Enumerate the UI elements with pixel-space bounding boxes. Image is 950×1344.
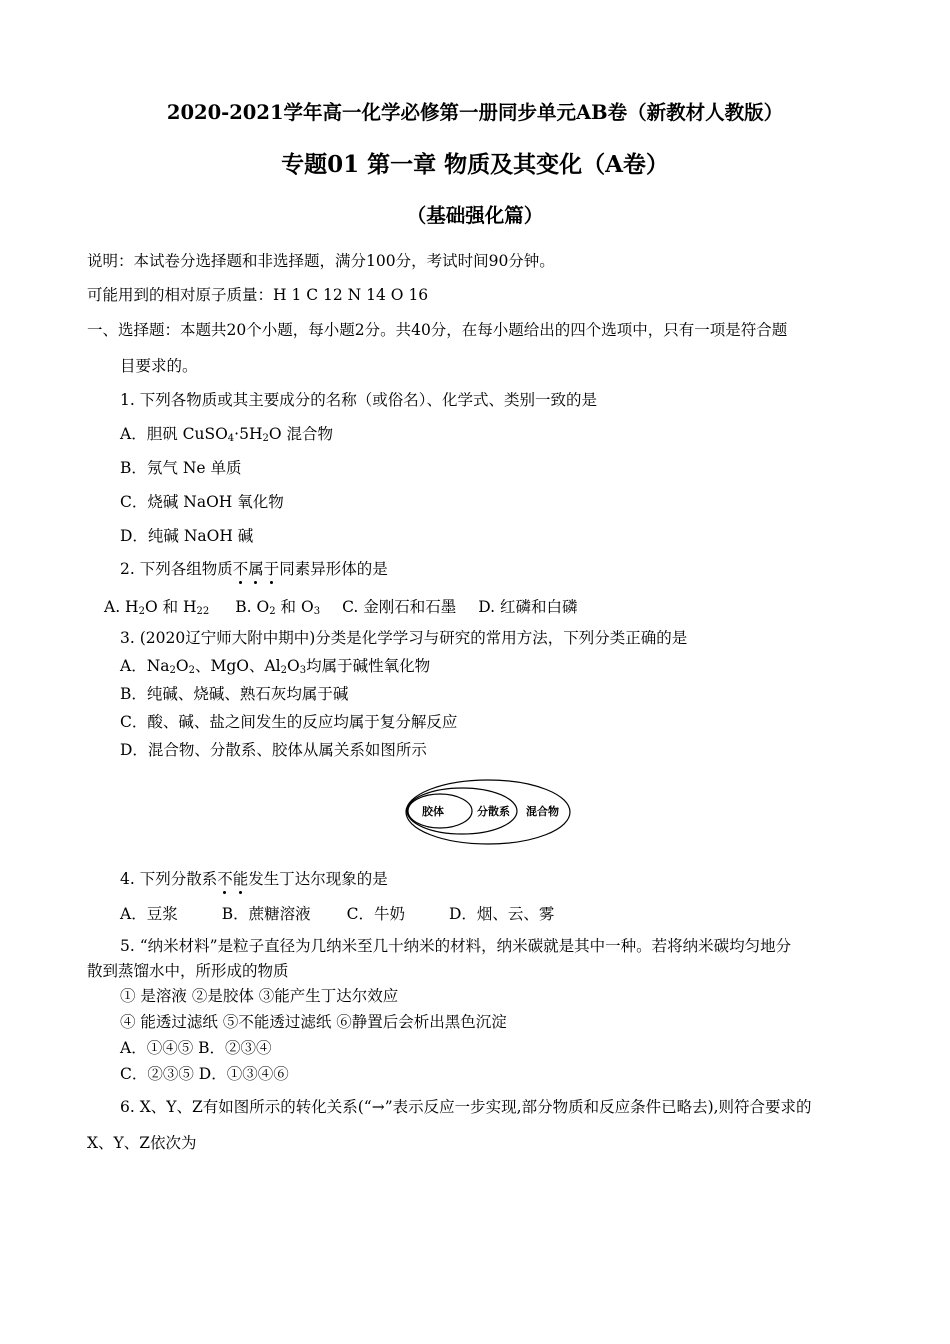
- q3-option-c: C．酸、碱、盐之间发生的反应均属于复分解反应: [120, 713, 458, 731]
- q3-a-text-5: 均属于碱性氧化物: [306, 657, 431, 675]
- q2-emphasis-2: 属: [248, 560, 264, 578]
- q1-option-c: C．烧碱 NaOH 氧化物: [120, 493, 284, 511]
- q4-stem-pre: 4. 下列分散系: [120, 870, 218, 888]
- q5-stem-line1: 5. “纳米材料”是粒子直径为几纳米至几十纳米的材料，纳米碳就是其中一种。若将纳米碳均匀地分: [120, 937, 792, 955]
- q4-option-a: A．豆浆: [120, 905, 178, 923]
- q2-options: [104, 597, 577, 617]
- q1-a-sub-4: 4: [227, 433, 235, 444]
- q3-option-b: B．纯碱、烧碱、熟石灰均属于碱: [120, 685, 349, 703]
- q3-a-text-1: A．Na: [120, 657, 170, 675]
- q4-emphasis-1: 不: [217, 870, 233, 888]
- q6-stem-line1: 6. X、Y、Z有如图所示的转化关系(“→”表示反应一步实现,部分物质和反应条件已略去),则符合要求的: [120, 1098, 812, 1116]
- q4-option-d: D．烟、云、雾: [448, 905, 555, 923]
- part1-heading-line1: 一、选择题：本题共20个小题，每小题2分。共40分，在每小题给出的四个选项中，只有一项是符合题: [87, 321, 788, 339]
- document-title: 2020-2021学年高一化学必修第一册同步单元AB卷（新教材人教版）: [166, 101, 784, 124]
- q2-b-sub-2: 3: [313, 606, 321, 617]
- q4-option-b: B．蔗糖溶液: [221, 905, 311, 923]
- q4-option-c: C．牛奶: [346, 905, 405, 923]
- q3-option-a: [120, 656, 430, 676]
- q3-stem: 3. (2020辽宁师大附中期中)分类是化学学习与研究的常用方法，下列分类正确的是: [120, 629, 688, 647]
- q2-a-sub-2: 2: [196, 606, 203, 617]
- q5-options-ab: A．①④⑤ B．②③④: [120, 1039, 272, 1057]
- q5-statements-1: ① 是溶液 ②是胶体 ③能产生丁达尔效应: [120, 987, 399, 1005]
- q1-a-text-3: O 混合物: [268, 425, 333, 443]
- q4-stem-post: 发生丁达尔现象的是: [248, 870, 388, 888]
- q5-statements-2: ④ 能透过滤纸 ⑤不能透过滤纸 ⑥静置后会析出黑色沉淀: [120, 1013, 507, 1031]
- diagram-label-dispersion: 分散系: [477, 805, 510, 818]
- classification-diagram: [404, 778, 572, 846]
- q2-a-sub-3: 2: [202, 606, 210, 617]
- q2-stem-post: 同素异形体的是: [279, 560, 388, 578]
- q3-option-d: D．混合物、分散系、胶体从属关系如图所示: [120, 741, 427, 759]
- q2-stem: [120, 559, 388, 579]
- q2-b-text-2: 和 O: [275, 598, 314, 616]
- exam-note: 说明：本试卷分选择题和非选择题，满分100分，考试时间90分钟。: [87, 252, 555, 270]
- q1-a-text-2: ·5H: [234, 425, 263, 443]
- q3-a-text-4: O: [287, 657, 300, 675]
- document-subtitle: 专题01 第一章 物质及其变化（A卷）: [281, 151, 669, 178]
- q4-emphasis-2: 能: [232, 870, 249, 888]
- q3-a-sub-2: 2: [188, 665, 195, 676]
- q2-a-text-2: O 和 H: [144, 598, 197, 616]
- q2-emphasis-3: 于: [263, 560, 280, 578]
- q1-a-sub-2: 2: [262, 433, 269, 444]
- q1-a-text-1: A．胆矾 CuSO: [120, 425, 228, 443]
- q5-options-cd: C．②③⑤ D．①③④⑥: [120, 1065, 289, 1083]
- q3-a-sub-1: 2: [169, 665, 176, 676]
- q4-stem: [120, 869, 388, 889]
- q2-emphasis-1: 不: [232, 560, 249, 578]
- q3-a-text-2: O: [175, 657, 189, 675]
- q6-stem-line2: X、Y、Z依次为: [87, 1134, 197, 1152]
- q3-a-text-3: 、MgO、Al: [194, 657, 281, 675]
- q1-stem: 1. 下列各物质或其主要成分的名称（或俗名）、化学式、类别一致的是: [120, 391, 597, 409]
- q3-a-sub-3: 2: [280, 665, 287, 676]
- q1-option-a: [120, 424, 333, 444]
- q4-options: [120, 904, 554, 924]
- q3-a-sub-4: 3: [299, 665, 307, 676]
- q2-b-text-1: B. O: [235, 598, 270, 616]
- q2-option-d: D. 红磷和白磷: [478, 598, 578, 616]
- q5-stem-line2: 散到蒸馏水中，所形成的物质: [87, 962, 289, 980]
- q2-option-c: C. 金刚石和石墨: [342, 598, 457, 616]
- q2-a-sub-1: 2: [138, 606, 145, 617]
- q1-option-d: D．纯碱 NaOH 碱: [120, 527, 254, 545]
- q2-stem-pre: 2. 下列各组物质: [120, 560, 233, 578]
- diagram-label-mixture: 混合物: [526, 805, 559, 818]
- atomic-mass-line: 可能用到的相对原子质量：H 1 C 12 N 14 O 16: [87, 286, 429, 304]
- q1-option-b: B．氖气 Ne 单质: [120, 459, 242, 477]
- part1-heading-line2: 目要求的。: [120, 357, 198, 375]
- diagram-label-colloid: 胶体: [422, 805, 444, 818]
- q2-a-text-1: A. H: [104, 598, 139, 616]
- section-label: （基础强化篇）: [406, 204, 544, 227]
- q2-b-sub-1: 2: [269, 606, 276, 617]
